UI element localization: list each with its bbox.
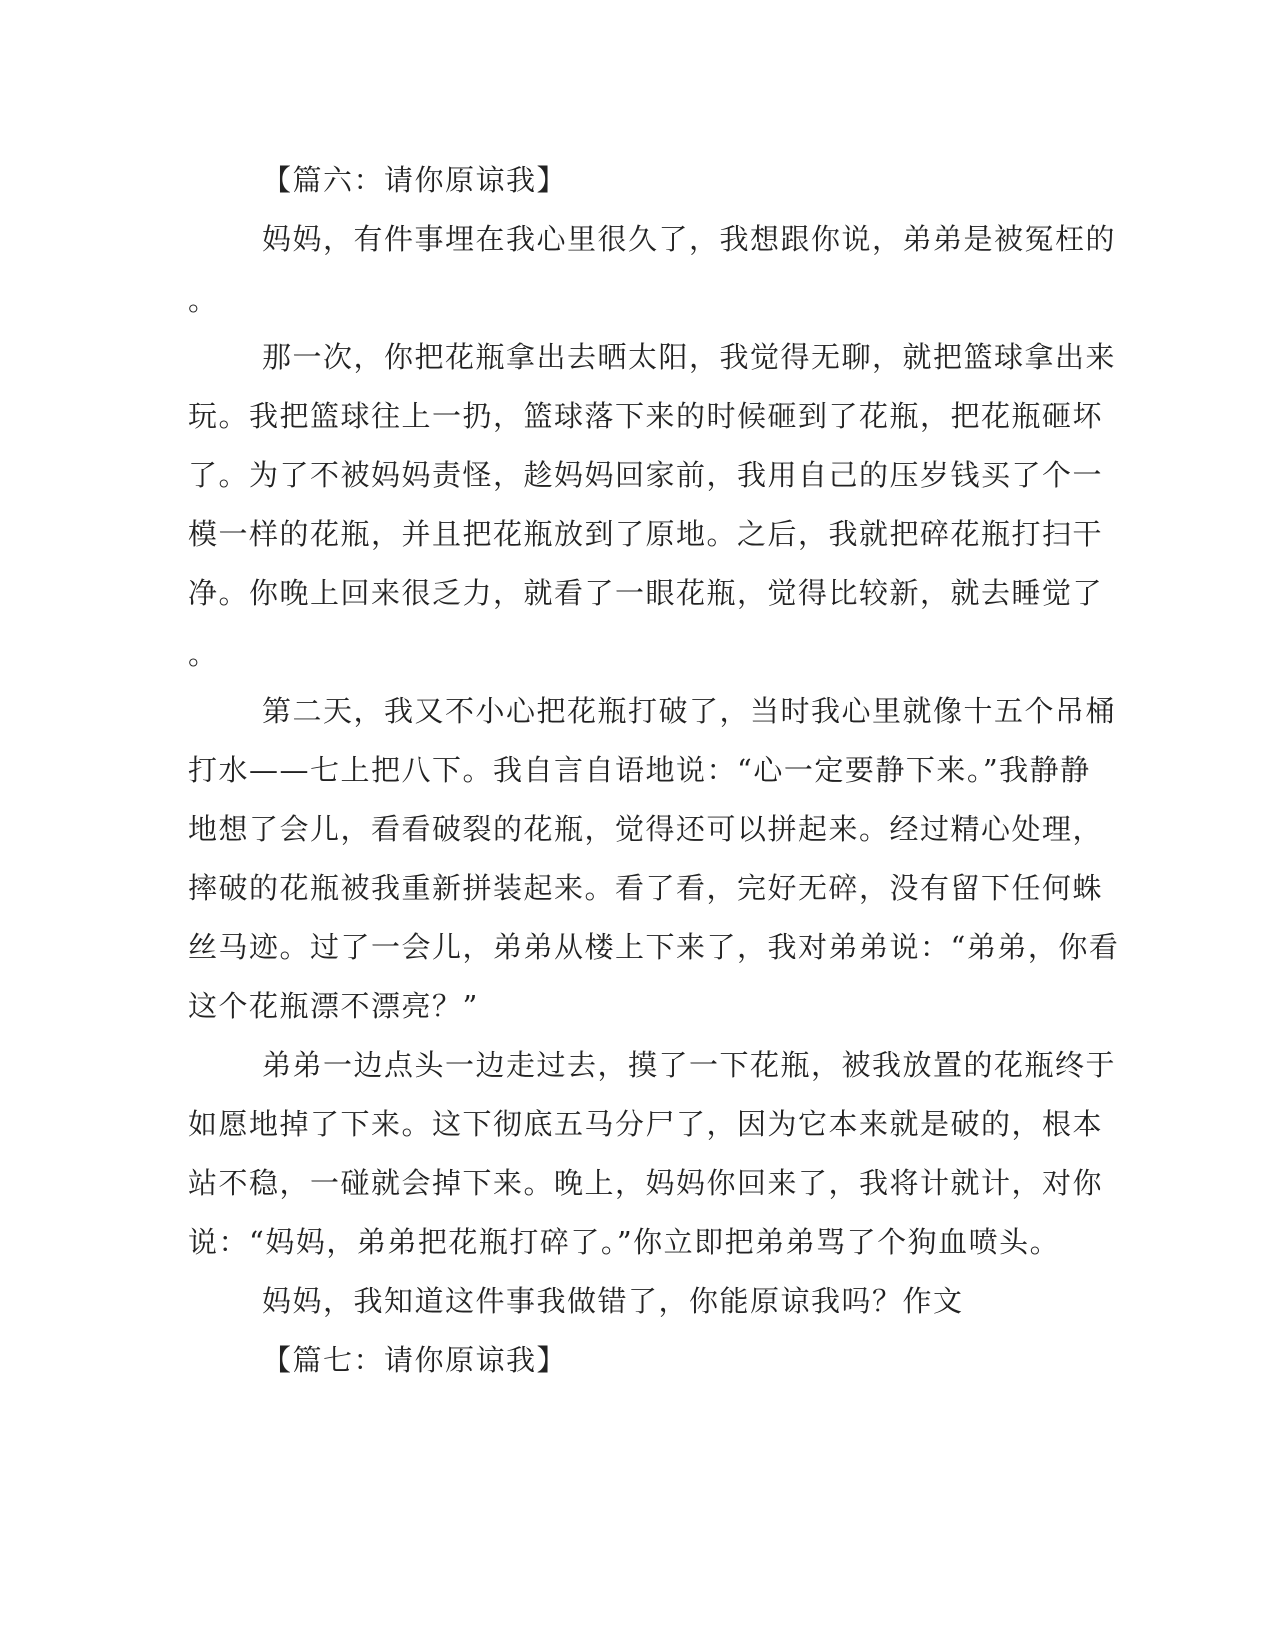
paragraph-2-line-6: 。 xyxy=(188,637,219,671)
paragraph-1-line-2: 。 xyxy=(188,283,219,317)
paragraph-2-line-1: 那一次，你把花瓶拿出去晒太阳，我觉得无聊，就把篮球拿出来 xyxy=(262,340,1117,374)
paragraph-3-line-3: 地想了会儿，看看破裂的花瓶，觉得还可以拼起来。经过精心处理， xyxy=(188,812,1104,846)
paragraph-4-line-3: 站不稳，一碰就会掉下来。晚上，妈妈你回来了，我将计就计，对你 xyxy=(188,1166,1104,1200)
paragraph-4-line-1: 弟弟一边点头一边走过去，摸了一下花瓶，被我放置的花瓶终于 xyxy=(262,1048,1117,1082)
paragraph-3-line-1: 第二天，我又不小心把花瓶打破了，当时我心里就像十五个吊桶 xyxy=(262,694,1117,728)
section-7-title: 【篇七：请你原谅我】 xyxy=(262,1343,568,1377)
section-6-title: 【篇六：请你原谅我】 xyxy=(262,163,568,197)
paragraph-2-line-4: 模一样的花瓶，并且把花瓶放到了原地。之后，我就把碎花瓶打扫干 xyxy=(188,517,1104,551)
paragraph-4-line-2: 如愿地掉了下来。这下彻底五马分尸了，因为它本来就是破的，根本 xyxy=(188,1107,1104,1141)
paragraph-3-line-5: 丝马迹。过了一会儿，弟弟从楼上下来了，我对弟弟说：“弟弟，你看 xyxy=(188,930,1120,964)
paragraph-1-line-1: 妈妈，有件事埋在我心里很久了，我想跟你说，弟弟是被冤枉的 xyxy=(262,222,1117,256)
paragraph-2-line-5: 净。你晚上回来很乏力，就看了一眼花瓶，觉得比较新，就去睡觉了 xyxy=(188,576,1104,610)
paragraph-2-line-3: 了。为了不被妈妈责怪，趁妈妈回家前，我用自己的压岁钱买了个一 xyxy=(188,458,1104,492)
paragraph-3-line-6: 这个花瓶漂不漂亮？” xyxy=(188,989,479,1023)
paragraph-3-line-4: 摔破的花瓶被我重新拼装起来。看了看，完好无碎，没有留下任何蛛 xyxy=(188,871,1104,905)
paragraph-5-line-1: 妈妈，我知道这件事我做错了，你能原谅我吗？作文 xyxy=(262,1284,964,1318)
paragraph-3-line-2: 打水——七上把八下。我自言自语地说：“心一定要静下来。”我静静 xyxy=(188,753,1091,787)
paragraph-2-line-2: 玩。我把篮球往上一扔，篮球落下来的时候砸到了花瓶，把花瓶砸坏 xyxy=(188,399,1104,433)
paragraph-4-line-4: 说：“妈妈，弟弟把花瓶打碎了。”你立即把弟弟骂了个狗血喷头。 xyxy=(188,1225,1061,1259)
